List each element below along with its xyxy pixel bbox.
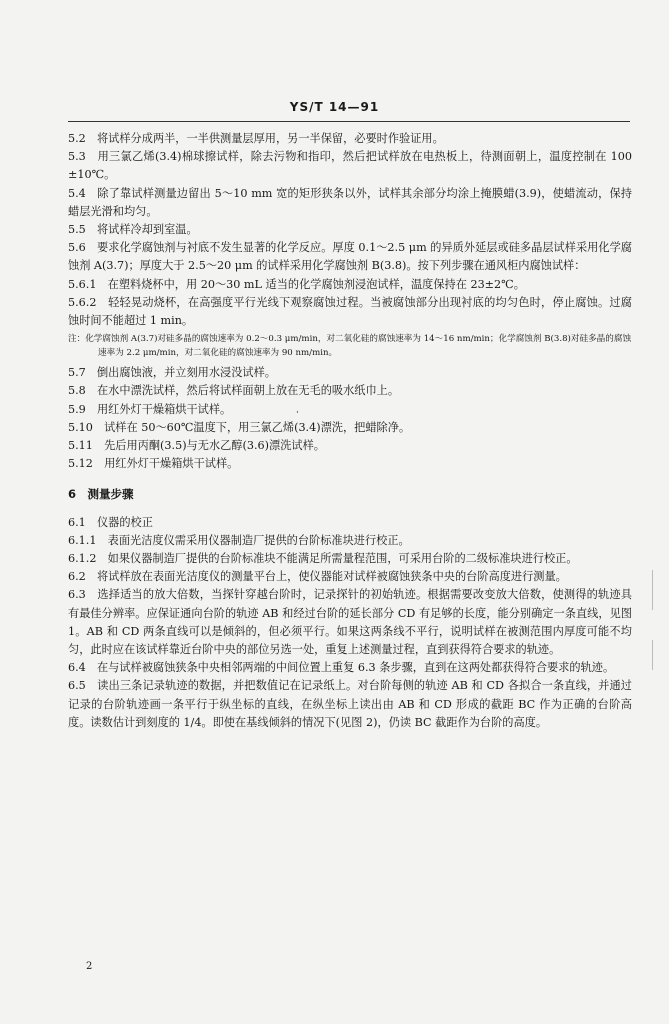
clause-6-1: 6.1 仪器的校正 [68,515,153,529]
clause-5-12: 5.12 用红外灯干燥箱烘干试样。 [68,457,239,471]
section-6-title: 6 测量步骤 [68,487,134,502]
clause-5-11: 5.11 先后用丙酮(3.5)与无水乙醇(3.6)漂洗试样。 [68,439,325,453]
standard-header: YS/T 14—91 [289,100,380,114]
clause-5-2: 5.2 将试样分成两半，一半供测量层厚用，另一半保留，必要时作验证用。 [68,132,444,145]
clause-5-10: 5.10 试样在 50～60℃温度下，用三氯乙烯(3.4)漂洗，把蜡除净。 [68,420,411,434]
scan-tick-mark: ˈ [296,411,299,421]
body-content [68,130,632,732]
clause-5-6-2: 5.6.2 轻轻晃动烧杯，在高强度平行光线下观察腐蚀过程。当被腐蚀部分出现衬底的均匀色时，停止腐蚀。过腐蚀时间不能超过 1 min。 [68,295,632,328]
clause-5-9: 5.9 用红外灯干燥箱烘干试样。 [68,402,232,416]
scan-edge-mark-2 [652,640,653,670]
clause-6-2: 6.2 将试样放在表面光洁度仪的测量平台上，使仪器能对试样被腐蚀狭条中央的台阶高度进行测量。 [68,570,567,584]
clause-6-1-1: 6.1.1 表面光洁度仪需采用仪器制造厂提供的台阶标准块进行校正。 [68,533,410,547]
clause-6-4: 6.4 在与试样被腐蚀狭条中央相邻两端的中间位置上重复 6.3 条步骤，直到在这两处都获得符合要求的轨迹。 [68,661,615,675]
clause-6-3: 6.3 选择适当的放大倍数，当探针穿越台阶时，记录探针的初始轨迹。根据需要改变放大倍数，使测得的轨迹具有最佳分辨率。应保证通向台阶的轨迹 AB 和经过台阶的延长部分 CD 有足够的长度，能分别确定一条直线，见图 1。AB 和 CD 两条直线可以是倾斜的，但必须平行。如果这两条线不平行，说明试样在被测范围内厚度可能不均匀，此时应在该试样靠近台阶中央的部位另选一处，重复上述测量过程，直到获得符合要求的轨迹。 [68,588,632,657]
clause-6-5: 6.5 读出三条记录轨迹的数据，并把数值记在记录纸上。对台阶每侧的轨迹 AB 和 CD 各拟合一条直线，并通过记录的台阶轨迹画一条平行于纵坐标的直线，在纵坐标上读出由 AB 和 CD 形成的截距 BC 作为正确的台阶高度。读数估计到刻度的 1/4。即使在基线倾斜的情况下(见图 2)，仍读 BC 截距作为台阶的高度。 [68,679,632,729]
clause-5-4: 5.4 除了靠试样测量边留出 5～10 mm 宽的矩形狭条以外，试样其余部分均涂上掩膜蜡(3.9)，使蜡流动，保持蜡层光滑和均匀。 [68,186,632,218]
etchant-note: 注：化学腐蚀剂 A(3.7)对硅多晶的腐蚀速率为 0.2～0.3 μm/min，对二氧化硅的腐蚀速率为 14～16 nm/min；化学腐蚀剂 B(3.8)对硅多晶的腐蚀速率为 2.2 μm/min，对二氧化硅的腐蚀速率为 90 nm/min。 [68,334,632,359]
clause-6-1-2: 6.1.2 如果仪器制造厂提供的台阶标准块不能满足所需量程范围，可采用台阶的二级标准块进行校正。 [68,552,578,566]
clause-5-5: 5.5 将试样冷却到室温。 [68,223,198,237]
clause-5-3: 5.3 用三氯乙烯(3.4)棉球擦试样，除去污物和指印，然后把试样放在电热板上，待测面朝上，温度控制在 100±10℃。 [68,150,632,182]
scan-edge-mark [652,570,653,610]
clause-5-7: 5.7 倒出腐蚀液，并立刻用水浸没试样。 [68,366,276,380]
clause-5-6: 5.6 要求化学腐蚀剂与衬底不发生显著的化学反应。厚度 0.1～2.5 μm 的异质外延层或硅多晶层试样采用化学腐蚀剂 A(3.7)；厚度大于 2.5～20 μm 的试样采用化学腐蚀剂 B(3.8)。按下列步骤在通风柜内腐蚀试样： [68,241,632,273]
page-number: 2 [86,961,93,972]
clause-5-6-1: 5.6.1 在塑料烧杯中，用 20～30 mL 适当的化学腐蚀剂浸泡试样，温度保持在 23±2℃。 [68,277,525,291]
header-rule [68,121,630,122]
clause-5-8: 5.8 在水中漂洗试样，然后将试样面朝上放在无毛的吸水纸巾上。 [68,384,400,398]
